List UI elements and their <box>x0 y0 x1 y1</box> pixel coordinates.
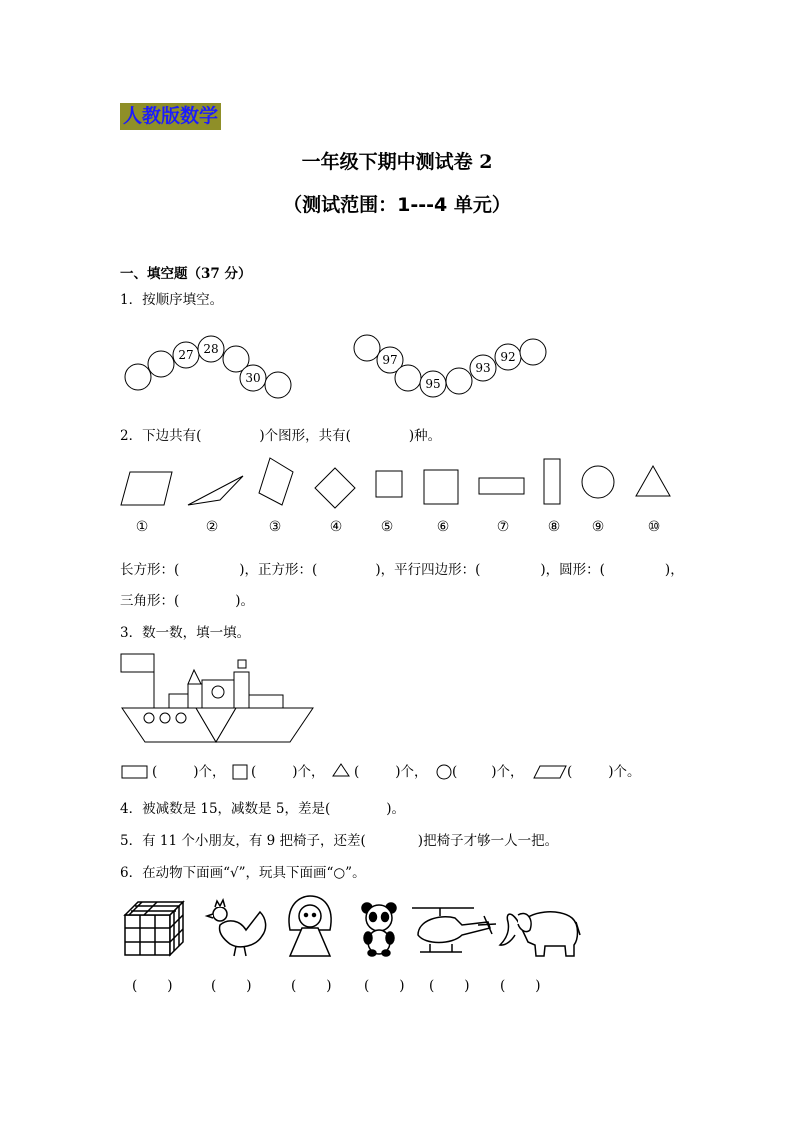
chain-circle <box>265 372 291 398</box>
rectangle-shape <box>544 459 560 504</box>
chain-circle <box>520 339 546 365</box>
helicopter-toy-picture <box>412 908 496 952</box>
porthole-circle <box>176 713 186 723</box>
circle-icon <box>437 765 451 779</box>
rectangle-icon <box>122 766 147 778</box>
section-heading: 一、填空题（37 分） <box>120 266 252 282</box>
chain-circle <box>395 365 421 391</box>
paren-close: )个。 <box>608 764 641 780</box>
shape-number: ⑧ <box>547 519 561 535</box>
triangle-label: 三角形：( <box>120 593 180 609</box>
rectangle-shape <box>479 478 524 494</box>
diamond-shape <box>315 468 355 508</box>
question-2-part-a: 2．下边共有( <box>120 428 202 444</box>
circle-label: )，圆形：( <box>540 562 605 578</box>
parallelogram-shape <box>259 458 293 505</box>
paren-close: )个， <box>193 764 226 780</box>
shapes-figure <box>121 458 670 508</box>
shape-number: ⑦ <box>496 519 510 535</box>
doll-dress <box>290 928 330 956</box>
paren-open: ( <box>152 764 158 780</box>
elephant-head <box>500 914 520 945</box>
page-title: 一年级下期中测试卷 2 <box>301 151 493 173</box>
elephant-ear <box>518 913 531 931</box>
answer-paren-rooster[interactable]: ( ) <box>211 978 252 994</box>
chain-number: 97 <box>382 353 398 367</box>
page-subtitle: （测试范围：1---4 单元） <box>283 194 511 216</box>
tower-square <box>238 660 246 668</box>
question-3-text: 3．数一数，填一填。 <box>120 625 251 641</box>
doll-face <box>299 905 321 927</box>
cube-front <box>125 915 170 955</box>
parallelogram-label: )，平行四边形：( <box>375 562 481 578</box>
publisher-badge: 人教版数学 <box>120 103 221 130</box>
paren-open: ( <box>452 764 458 780</box>
shape-classification-line-2 <box>120 592 254 610</box>
answer-paren-cube[interactable]: ( ) <box>132 978 173 994</box>
cabin-block <box>169 694 188 708</box>
doll-picture <box>289 896 331 956</box>
porthole-circle <box>144 713 154 723</box>
chain-number: 28 <box>203 342 219 356</box>
question-1-text: 1．按顺序填空。 <box>120 292 224 308</box>
question-2-text <box>120 427 441 445</box>
triangle-icon <box>333 764 349 776</box>
cabin-circle <box>212 686 224 698</box>
shape-number: ③ <box>268 519 282 535</box>
square-label: )，正方形：( <box>239 562 318 578</box>
chain-circle <box>446 368 472 394</box>
chain-circle <box>354 335 380 361</box>
parallelogram-shape <box>121 472 172 505</box>
chain-circle <box>125 364 151 390</box>
question-5-part-a: 5．有 11 个小朋友，有 9 把椅子，还差( <box>120 833 366 849</box>
shape-number: ⑩ <box>647 519 661 535</box>
question-4-part-b: )。 <box>386 801 405 817</box>
question-2-part-b: )个图形，共有( <box>259 428 351 444</box>
paren-close: )个， <box>395 764 428 780</box>
count-rectangles <box>152 763 226 781</box>
rooster-head <box>213 907 227 921</box>
square-icon <box>233 765 247 779</box>
count-parallelograms <box>567 763 641 781</box>
porthole-circle <box>160 713 170 723</box>
shape-number: ⑤ <box>380 519 394 535</box>
panda-picture <box>362 903 396 956</box>
cube-toy-picture <box>125 902 183 955</box>
count-circles <box>452 763 524 781</box>
cabin-block <box>249 695 283 708</box>
paren-close: )个， <box>292 764 325 780</box>
count-triangles <box>354 763 428 781</box>
paren-close: )个， <box>491 764 524 780</box>
rectangle-label: 长方形：( <box>120 562 180 578</box>
paren-open: ( <box>251 764 257 780</box>
shape-number: ① <box>135 519 149 535</box>
question-5-part-b: )把椅子才够一人一把。 <box>417 833 559 849</box>
circle-shape <box>582 466 614 498</box>
answer-paren-doll[interactable]: ( ) <box>291 978 332 994</box>
shape-number: ⑨ <box>591 519 605 535</box>
helicopter-body <box>418 917 490 943</box>
line-end: )。 <box>235 593 255 609</box>
answer-paren-helicopter[interactable]: ( ) <box>429 978 470 994</box>
line-end: )， <box>664 562 684 578</box>
paren-open: ( <box>354 764 360 780</box>
triangle-shape <box>188 476 243 505</box>
shape-classification-line-1 <box>120 561 684 579</box>
cabin-triangle <box>188 670 201 684</box>
answer-paren-elephant[interactable]: ( ) <box>500 978 541 994</box>
elephant-picture <box>500 912 580 956</box>
shape-number: ② <box>205 519 219 535</box>
ship-figure <box>121 654 313 742</box>
question-4-text <box>120 800 405 818</box>
triangle-shape <box>636 466 670 496</box>
chain-number: 95 <box>425 377 441 391</box>
rooster-comb <box>215 900 225 907</box>
shape-number: ⑥ <box>436 519 450 535</box>
rooster-beak <box>207 914 213 918</box>
chain-number: 30 <box>245 371 261 385</box>
parallelogram-icon <box>534 766 566 778</box>
square-shape <box>376 471 402 497</box>
chain-number: 93 <box>475 361 491 375</box>
question-2-part-c: )种。 <box>408 428 442 444</box>
question-6-text: 6．在动物下面画“√”，玩具下面画“○”。 <box>120 865 366 881</box>
flag-rectangle <box>121 654 154 672</box>
paren-open: ( <box>567 764 573 780</box>
chain-number: 27 <box>178 348 194 362</box>
question-5-text <box>120 832 558 850</box>
answer-paren-panda[interactable]: ( ) <box>364 978 405 994</box>
count-squares <box>251 763 325 781</box>
square-shape <box>424 470 458 504</box>
chain-circle <box>148 351 174 377</box>
rooster-picture <box>207 900 266 956</box>
question-4-part-a: 4．被减数是 15，减数是 5，差是( <box>120 801 331 817</box>
tower-rectangle <box>234 672 249 708</box>
cabin-square <box>188 684 202 708</box>
shape-number: ④ <box>329 519 343 535</box>
chain-number: 92 <box>500 350 516 364</box>
